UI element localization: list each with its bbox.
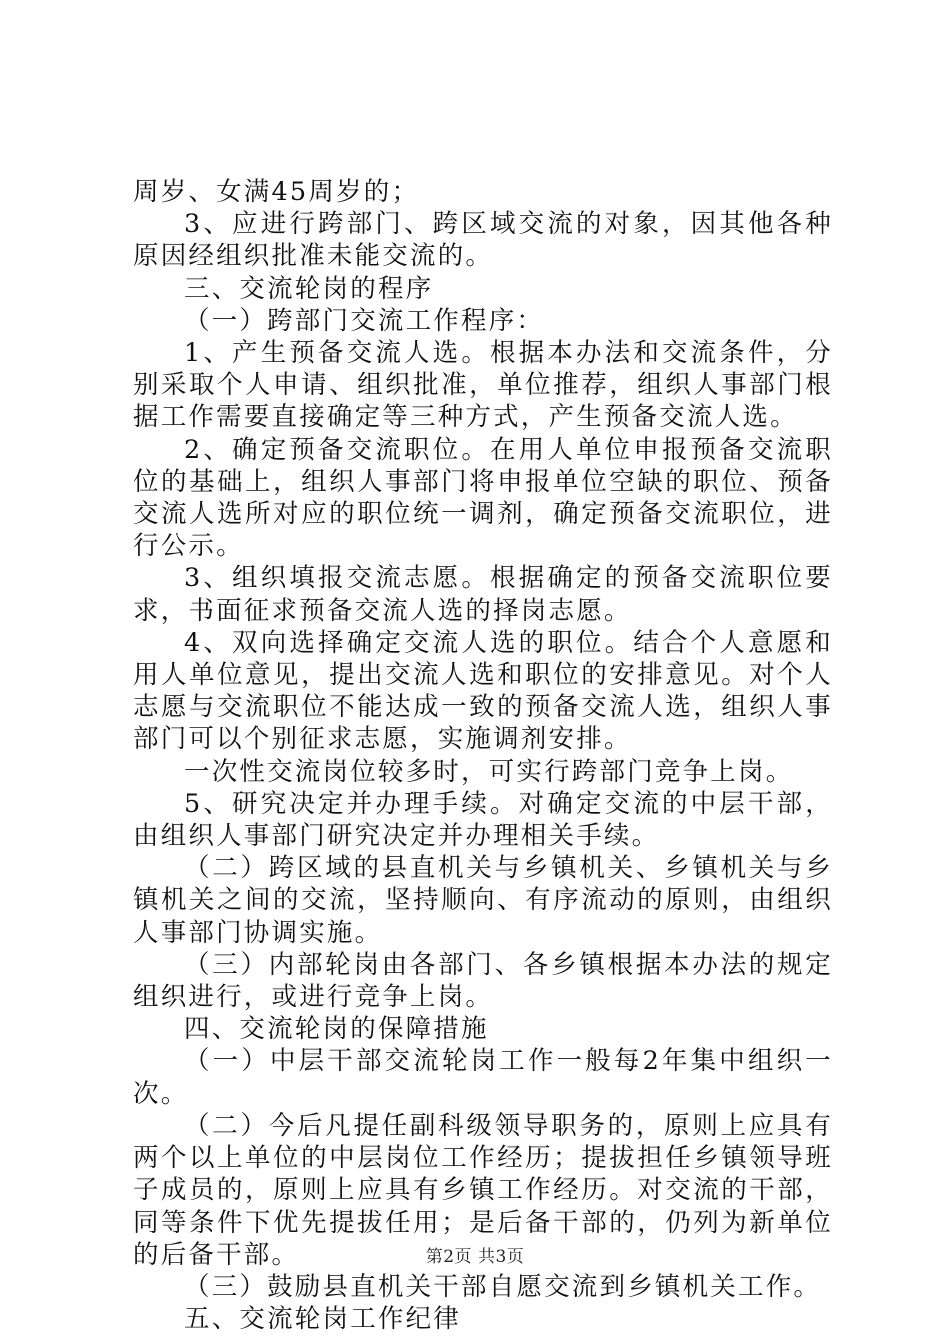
paragraph: 2、确定预备交流职位。在用人单位申报预备交流职位的基础上，组织人事部门将申报单位空缺的职位、预备交流人选所对应的职位统一调剂，确定预备交流职位，进行公示。 xyxy=(133,434,833,562)
paragraph: （二）今后凡提任副科级领导职务的，原则上应具有两个以上单位的中层岗位工作经历；提拔担任乡镇领导班子成员的，原则上应具有乡镇工作经历。对交流的干部，同等条件下优先提拔任用；是后备干部的，仍列为新单位的后备干部。 xyxy=(133,1110,833,1270)
paragraph: 4、双向选择确定交流人选的职位。结合个人意愿和用人单位意见，提出交流人选和职位的安排意见。对个人志愿与交流职位不能达成一致的预备交流人选，组织人事部门可以个别征求志愿，实施调剂安排。 xyxy=(133,627,833,755)
paragraph: 四、交流轮岗的保障措施 xyxy=(184,1014,489,1045)
paragraph: 三、交流轮岗的程序 xyxy=(184,273,434,304)
paragraph: 五、交流轮岗工作纪律 xyxy=(184,1304,462,1335)
paragraph: （三）鼓励县直机关干部自愿交流到乡镇机关工作。 xyxy=(184,1271,822,1302)
paragraph: （二）跨区域的县直机关与乡镇机关、乡镇机关与乡镇机关之间的交流，坚持顺向、有序流动的原则，由组织人事部门协调实施。 xyxy=(133,853,833,948)
paragraph: 3、组织填报交流志愿。根据确定的预备交流职位要求，书面征求预备交流人选的择岗志愿。 xyxy=(133,563,833,626)
paragraph: 5、研究决定并办理手续。对确定交流的中层干部，由组织人事部门研究决定并办理相关手续。 xyxy=(133,788,833,852)
paragraph: （一）跨部门交流工作程序： xyxy=(184,305,545,336)
paragraph: 一次性交流岗位较多时，可实行跨部门竞争上岗。 xyxy=(184,756,794,787)
paragraph: （三）内部轮岗由各部门、各乡镇根据本办法的规定组织进行，或进行竞争上岗。 xyxy=(133,949,833,1013)
paragraph: （一）中层干部交流轮岗工作一般每2年集中组织一次。 xyxy=(133,1046,833,1109)
document-body xyxy=(133,176,833,1335)
paragraph: 3、应进行跨部门、跨区域交流的对象，因其他各种原因经组织批准未能交流的。 xyxy=(133,209,833,272)
paragraph: 1、产生预备交流人选。根据本办法和交流条件，分别采取个人申请、组织批准，单位推荐，组织人事部门根据工作需要直接确定等三种方式，产生预备交流人选。 xyxy=(133,338,833,433)
page-footer: 第2页 共3页 xyxy=(425,1247,525,1267)
paragraph: 周岁、女满45周岁的； xyxy=(133,177,420,207)
